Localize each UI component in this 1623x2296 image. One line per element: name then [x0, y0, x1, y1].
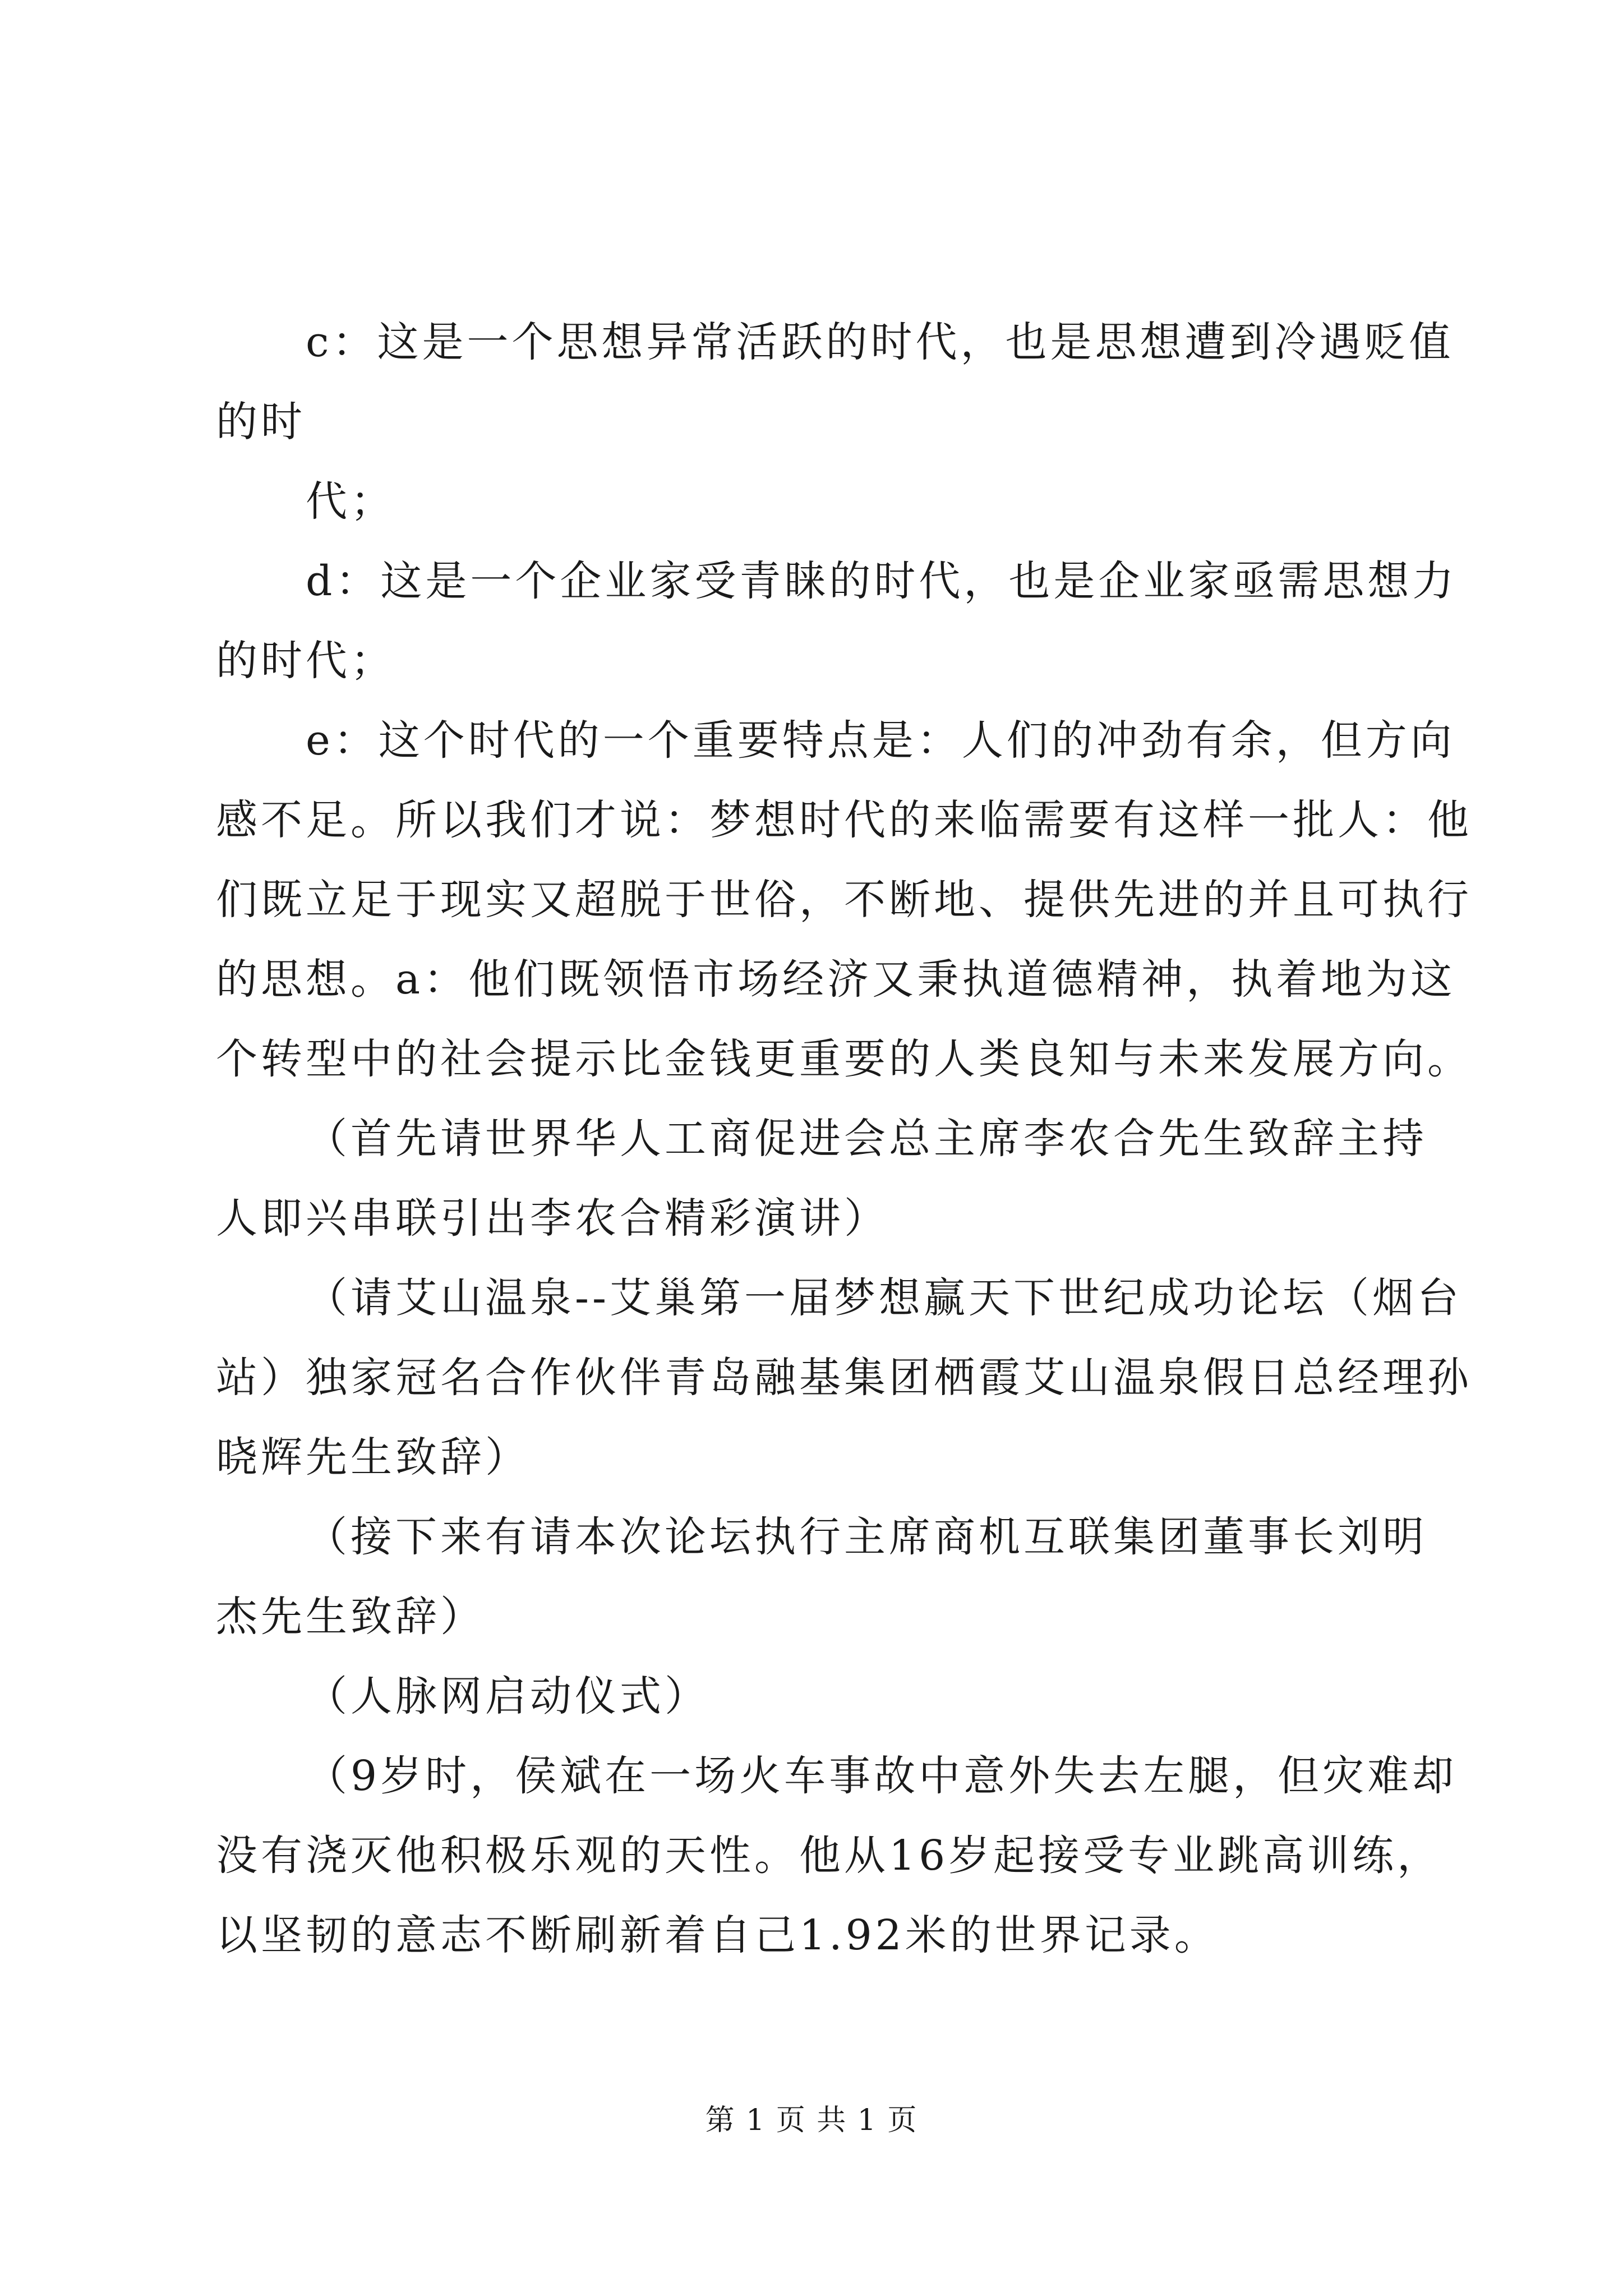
text-line: 站）独家冠名合作伙伴青岛融基集团栖霞艾山温泉假日总经理孙: [216, 1354, 1472, 1402]
text-line: c：这是一个思想异常活跃的时代，也是思想遭到冷遇贬值: [306, 318, 1454, 366]
page-footer: 第 1 页 共 1 页: [705, 2104, 918, 2137]
text-line: e：这个时代的一个重要特点是：人们的冲劲有余，但方向: [306, 716, 1455, 765]
text-line: 们既立足于现实又超脱于世俗，不断地、提供先进的并且可执行: [216, 876, 1472, 924]
text-line: 杰先生致辞）: [216, 1593, 485, 1641]
text-line: （请艾山温泉--艾巢第一届梦想赢天下世纪成功论坛（烟台: [306, 1274, 1463, 1322]
text-line: 的时代；: [216, 637, 395, 685]
text-line: 感不足。所以我们才说：梦想时代的来临需要有这样一批人：他: [216, 796, 1472, 844]
text-line: d：这是一个企业家受青睐的时代，也是企业家亟需思想力: [306, 557, 1458, 605]
text-line: 的思想。a：他们既领悟市场经济又秉执道德精神，执着地为这: [216, 955, 1456, 1004]
text-line: （接下来有请本次论坛执行主席商机互联集团董事长刘明: [306, 1513, 1427, 1561]
text-line: 以坚韧的意志不断刷新着自己1.92米的世界记录。: [216, 1911, 1219, 1959]
text-line: 没有浇灭他积极乐观的天性。他从16岁起接受专业跳高训练，: [216, 1832, 1442, 1880]
text-line: （9岁时，侯斌在一场火车事故中意外失去左腿，但灾难却: [306, 1752, 1458, 1800]
text-line: 人即兴串联引出李农合精彩演讲）: [216, 1194, 889, 1243]
text-line: （首先请世界华人工商促进会总主席李农合先生致辞主持: [306, 1115, 1427, 1163]
text-line: 个转型中的社会提示比金钱更重要的人类良知与未来发展方向。: [216, 1035, 1472, 1083]
text-line: 代；: [306, 477, 395, 526]
text-line: 晓辉先生致辞）: [216, 1433, 530, 1481]
text-line: 的时: [216, 398, 306, 446]
text-line: （人脉网启动仪式）: [306, 1672, 709, 1720]
